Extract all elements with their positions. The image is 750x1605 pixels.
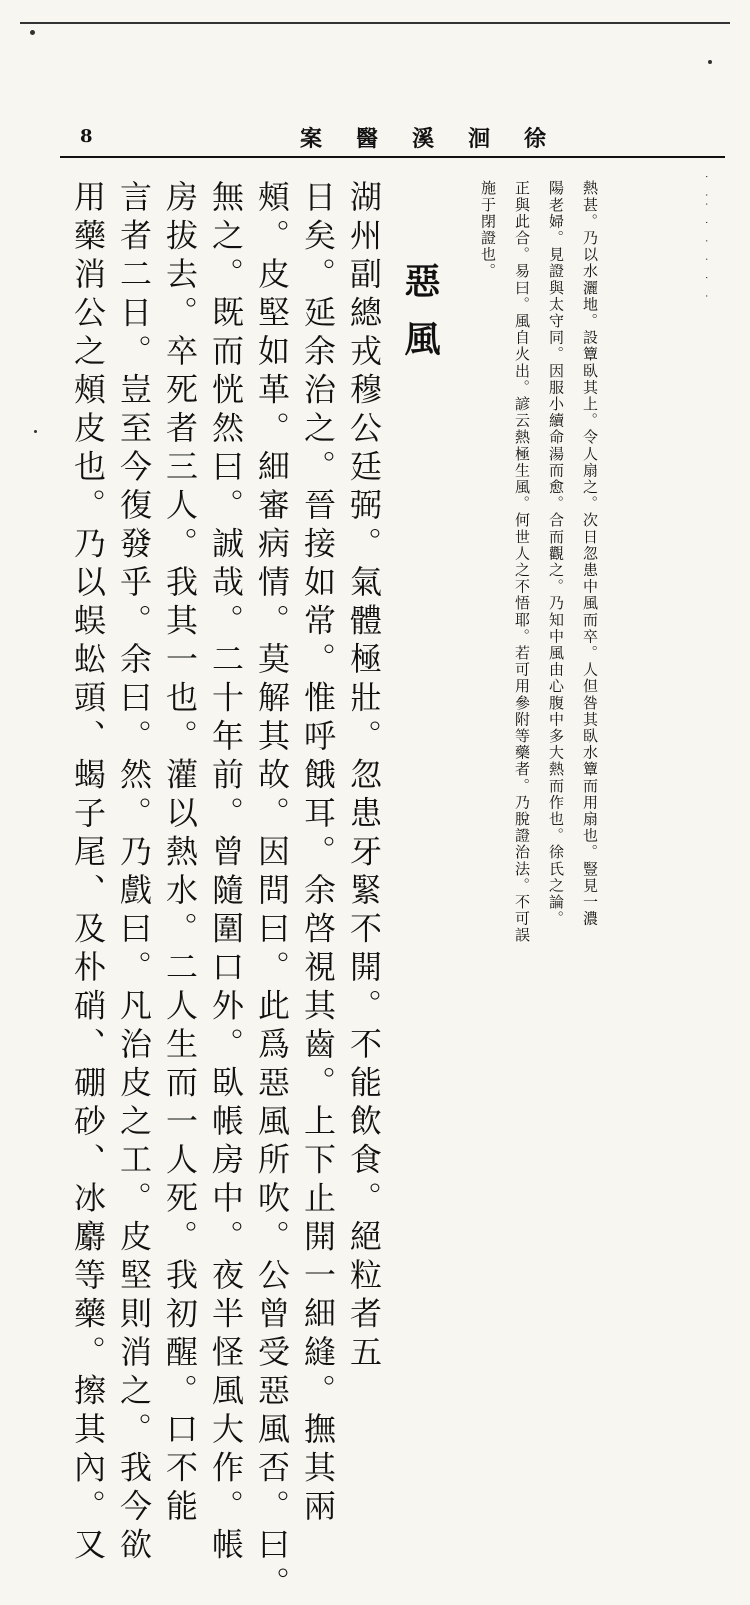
- top-edge-rule: [20, 22, 730, 24]
- body-line: 用藥消公之頰皮也。乃以蜈蚣頭、蝎子尾、及朴硝、硼砂、冰麝等藥。擦其內。又: [69, 180, 107, 1566]
- body-line: 言者二日。豈至今復發乎。余曰。然。乃戲曰。凡治皮之工。皮堅則消之。我今欲: [115, 180, 153, 1566]
- running-title: 徐洄溪醫案: [300, 126, 581, 152]
- note-line: 施于閉證也。: [479, 180, 497, 280]
- note-line: 熱甚。乃以水灑地。設簟臥其上。令人扇之。次日忽患中風而卒。人但咎其臥水簟而用扇也。豎見一濃: [581, 180, 599, 927]
- body-line: 房拔去。卒死者三人。我其一也。灌以熱水。二人生而一人死。我初醒。口不能: [161, 180, 199, 1528]
- scan-speck: [30, 30, 35, 35]
- scan-speck: [34, 430, 37, 433]
- page-number: 8: [80, 126, 93, 147]
- body-line: 湖州副總戎穆公廷弼。氣體極壯。忽患牙緊不開。不能飲食。絕粒者五: [345, 180, 383, 1374]
- note-line: 陽老婦。見證與太守同。因服小續命湯而愈。合而觀之。乃知中風由心腹中多大熱而作也。徐氏之論。: [547, 180, 565, 927]
- margin-marks: ‧ ‧‧ ‧ ‧ ‧ ‧ ‧: [700, 175, 711, 304]
- note-line: 正與此合。易曰。風自火出。諺云熱極生風。何世人之不悟耶。若可用參附等藥者。乃脫證治法。不可誤: [513, 180, 531, 944]
- body-line: 頰。皮堅如革。細審病情。莫解其故。因問曰。此爲惡風所吹。公曾受惡風否。曰。: [253, 180, 291, 1605]
- scan-speck: [708, 60, 712, 64]
- body-line: 日矣。延余治之。晉接如常。惟呼餓耳。余啓視其齒。上下止開一細縫。撫其兩: [299, 180, 337, 1528]
- body-line: 無之。既而恍然曰。誠哉。二十年前。曾隨圍口外。臥帳房中。夜半怪風大作。帳: [207, 180, 245, 1566]
- header-rule: [60, 156, 725, 158]
- page-header: [60, 118, 725, 158]
- section-title: 惡風: [399, 262, 441, 378]
